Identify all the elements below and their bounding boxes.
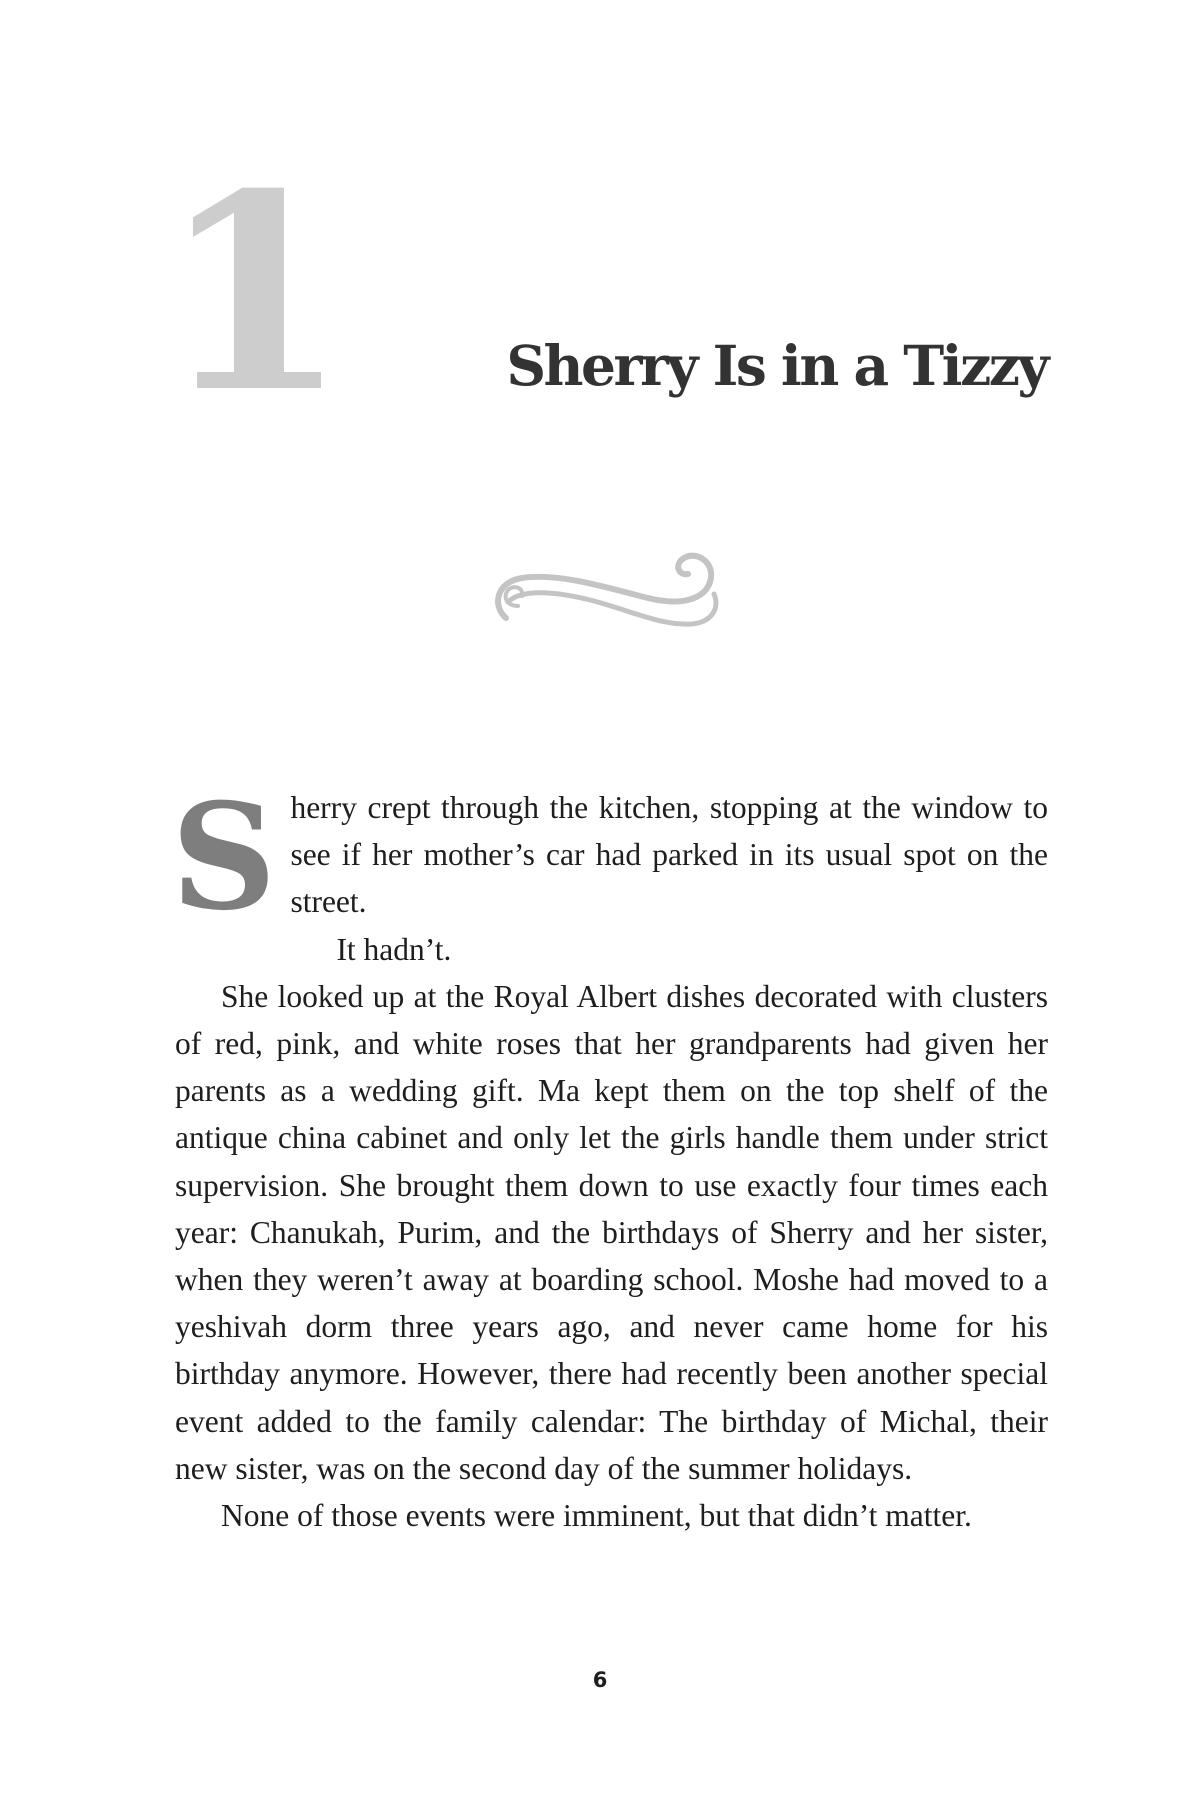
- drop-cap: S: [171, 772, 277, 943]
- paragraph: She looked up at the Royal Albert dishes decorated with clusters of red, pink, and white roses that her grandparents had given her parents as a wedding gift. Ma kept them on the top shelf of the antique china cabinet and only let the girls handle them under strict supervision. She brought them down to use exactly four times each year: Chanukah, Purim, and the birthdays of Sherry and her sister, when they weren’t away at boarding school. Moshe had moved to a yeshivah dorm three years ago, and never came home for his birthday anymore. However, there had recently been another special event added to the family calendar: The birthday of Michal, their new sister, was on the second day of the summer holidays.: [175, 978, 1048, 1486]
- body-text: [171, 772, 1048, 1539]
- swash-ornament-icon: [490, 528, 730, 638]
- chapter-number: 1: [160, 134, 342, 452]
- paragraph: It hadn’t.: [336, 931, 452, 967]
- chapter-title: Sherry Is in a Tizzy: [506, 333, 1047, 398]
- paragraph-text: herry crept through the kitchen, stopping at the window to see if her mother’s car had parked in its usual spot on the street.: [290, 790, 1048, 920]
- paragraph: [171, 772, 1048, 943]
- page-number: 6: [592, 1668, 608, 1692]
- paragraph: None of those events were imminent, but that didn’t matter.: [221, 1498, 972, 1534]
